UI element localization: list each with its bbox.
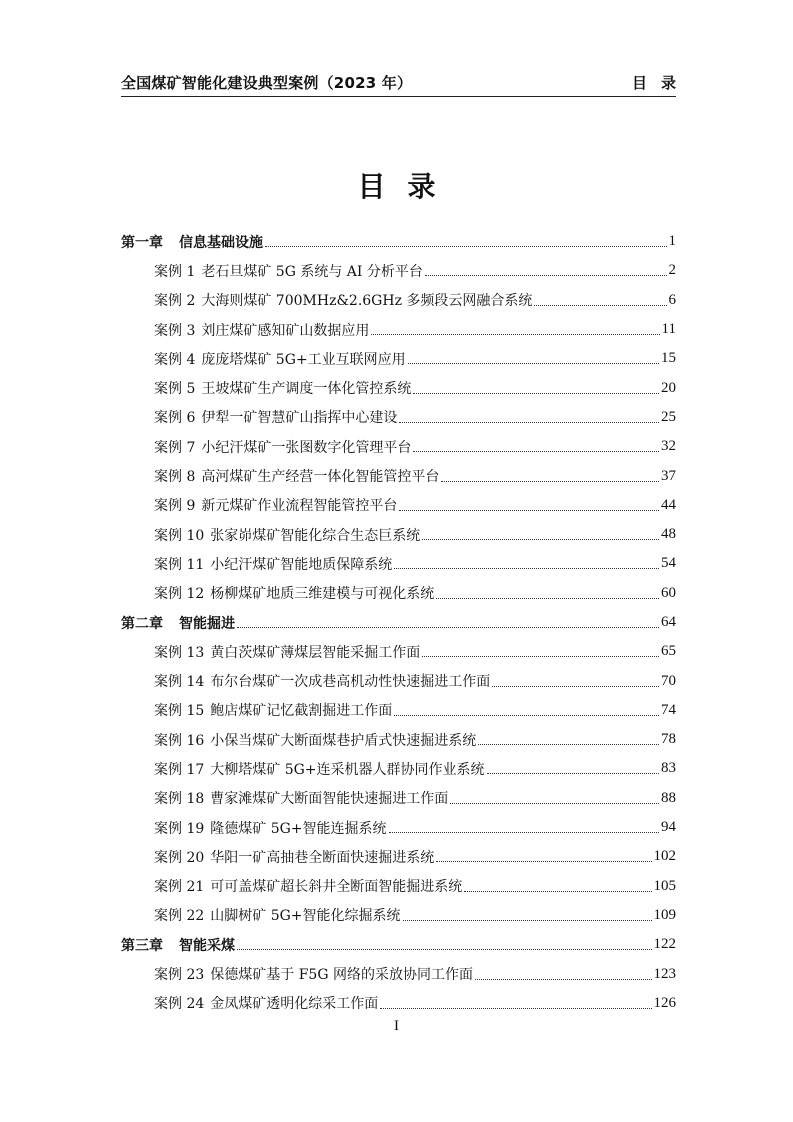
toc-entry-number: 案例 3 — [154, 322, 196, 339]
toc-entry-number: 案例 7 — [154, 439, 196, 456]
toc-chapter-entry[interactable] — [121, 608, 676, 637]
toc-page-number: 15 — [661, 350, 676, 367]
toc-entry-text: 可可盖煤矿超长斜井全断面智能掘进系统 — [210, 879, 463, 896]
toc-entry-title — [154, 993, 378, 1013]
toc-page-number: 122 — [653, 936, 676, 953]
dot-leader — [399, 510, 659, 511]
toc-entry-number: 案例 19 — [154, 820, 205, 837]
dot-leader — [237, 949, 652, 950]
toc-entry-number: 第三章 — [121, 937, 163, 954]
toc-page-number: 109 — [653, 906, 676, 923]
toc-case-entry[interactable] — [121, 666, 676, 695]
toc-entry-title — [154, 671, 490, 691]
dot-leader — [436, 598, 659, 599]
toc-entry-number: 案例 21 — [154, 879, 205, 896]
toc-page-number: 60 — [661, 584, 676, 601]
toc-entry-title — [154, 554, 392, 574]
toc-entry-number: 案例 24 — [154, 996, 205, 1013]
dot-leader — [394, 715, 659, 716]
toc-page-number: 6 — [668, 291, 676, 308]
toc-case-entry[interactable] — [121, 344, 676, 373]
toc-page-number: 11 — [661, 321, 676, 338]
toc-case-entry[interactable] — [121, 403, 676, 432]
dot-leader — [422, 656, 659, 657]
toc-page-number: 74 — [661, 701, 676, 718]
dot-leader — [237, 627, 659, 628]
toc-entry-number: 第一章 — [121, 234, 163, 251]
toc-entry-title — [154, 730, 476, 750]
toc-entry-text: 伊犁一矿智慧矿山指挥中心建设 — [201, 410, 398, 427]
toc-case-entry[interactable] — [121, 959, 676, 988]
toc-entry-title — [154, 290, 532, 310]
toc-case-entry[interactable] — [121, 315, 676, 344]
toc-case-entry[interactable] — [121, 579, 676, 608]
toc-entry-title — [154, 759, 485, 779]
toc-entry-text: 信息基础设施 — [179, 234, 263, 251]
page-number: I — [394, 1018, 399, 1034]
toc-entry-number: 第二章 — [121, 615, 163, 632]
toc-entry-text: 黄白茨煤矿薄煤层智能采掘工作面 — [210, 644, 421, 661]
toc-entry-number: 案例 8 — [154, 469, 196, 486]
dot-leader — [403, 920, 652, 921]
toc-case-entry[interactable] — [121, 373, 676, 402]
toc-page-number: 78 — [661, 731, 676, 748]
dot-leader — [487, 773, 659, 774]
dot-leader — [436, 861, 651, 862]
toc-entry-text: 王坡煤矿生产调度一体化管控系统 — [201, 381, 412, 398]
toc-entry-number: 案例 2 — [154, 293, 196, 310]
toc-entry-title — [121, 935, 235, 955]
toc-case-entry[interactable] — [121, 725, 676, 754]
toc-entry-number: 案例 13 — [154, 644, 205, 661]
toc-entry-title — [154, 847, 434, 867]
toc-entry-title — [154, 700, 392, 720]
dot-leader — [534, 305, 666, 306]
toc-page-number: 102 — [653, 848, 676, 865]
toc-entry-title — [154, 320, 369, 340]
toc-entry-text: 大柳塔煤矿 5G+连采机器人群协同作业系统 — [210, 761, 485, 778]
toc-entry-text: 张家峁煤矿智能化综合生态巨系统 — [210, 527, 421, 544]
toc-case-entry[interactable] — [121, 754, 676, 783]
toc-page-number: 88 — [661, 789, 676, 806]
dot-leader — [399, 422, 659, 423]
toc-entry-title — [154, 818, 387, 838]
toc-entry-title — [121, 613, 235, 633]
toc-entry-number: 案例 6 — [154, 410, 196, 427]
toc-case-entry[interactable] — [121, 989, 676, 1018]
toc-entry-title — [154, 261, 423, 281]
toc-entry-number: 案例 10 — [154, 527, 205, 544]
toc-page-number: 32 — [661, 438, 676, 455]
toc-page-number: 105 — [653, 877, 676, 894]
toc-entry-text: 金凤煤矿透明化综采工作面 — [210, 996, 379, 1013]
toc-entry-number: 案例 14 — [154, 674, 205, 691]
dot-leader — [422, 539, 659, 540]
running-header — [121, 70, 690, 97]
dot-leader — [450, 803, 659, 804]
toc-entry-title — [154, 437, 411, 457]
toc-page-number: 65 — [661, 643, 676, 660]
toc-page-number: 64 — [661, 614, 676, 630]
dot-leader — [413, 451, 659, 452]
toc-entry-text: 布尔台煤矿一次成巷高机动性快速掘进工作面 — [210, 674, 491, 691]
toc-case-entry[interactable] — [121, 549, 676, 578]
toc-entry-title — [154, 349, 406, 369]
toc-case-entry[interactable] — [121, 637, 676, 666]
toc-entry-text: 大海则煤矿 700MHz&2.6GHz 多频段云网融合系统 — [201, 293, 533, 310]
toc-entry-number: 案例 18 — [154, 791, 205, 808]
toc-entry-text: 小纪汗煤矿智能地质保障系统 — [210, 556, 393, 573]
toc-entry-title — [154, 378, 411, 398]
toc-page-number: 2 — [668, 262, 676, 279]
toc-entry-title — [154, 495, 397, 515]
toc-entry-text: 华阳一矿高抽巷全断面快速掘进系统 — [210, 849, 435, 866]
toc-case-entry[interactable] — [121, 813, 676, 842]
toc-case-entry[interactable] — [121, 461, 676, 490]
dot-leader — [380, 1008, 651, 1009]
toc-entry-text: 智能采煤 — [179, 937, 235, 954]
toc-page-number: 20 — [661, 379, 676, 396]
toc-entry-number: 案例 11 — [154, 556, 205, 573]
dot-leader — [425, 275, 667, 276]
toc-entry-number: 案例 5 — [154, 381, 196, 398]
toc-case-entry[interactable] — [121, 784, 676, 813]
toc-case-entry[interactable] — [121, 872, 676, 901]
dot-leader — [371, 334, 659, 335]
toc-case-entry[interactable] — [121, 696, 676, 725]
toc-case-entry[interactable] — [121, 432, 676, 461]
toc-chapter-entry[interactable] — [121, 227, 676, 256]
toc-entry-title — [154, 642, 420, 662]
toc-entry-title — [154, 466, 439, 486]
toc-entry-text: 曹家滩煤矿大断面智能快速掘进工作面 — [210, 791, 449, 808]
toc-entry-number: 案例 12 — [154, 586, 205, 603]
toc-entry-text: 刘庄煤矿感知矿山数据应用 — [201, 322, 370, 339]
dot-leader — [478, 744, 659, 745]
toc-case-entry[interactable] — [121, 286, 676, 315]
toc-entry-number: 案例 1 — [154, 263, 196, 280]
toc-page-number: 44 — [661, 496, 676, 513]
toc-entry-title — [154, 905, 401, 925]
dot-leader — [475, 979, 652, 980]
page-title: 目录 — [357, 170, 458, 203]
toc-entry-number: 案例 22 — [154, 908, 205, 925]
toc-page-number: 25 — [661, 408, 676, 425]
toc-entry-number: 案例 20 — [154, 849, 205, 866]
toc-entry-text: 隆德煤矿 5G+智能连掘系统 — [210, 820, 387, 837]
toc-entry-number: 案例 23 — [154, 967, 205, 984]
toc-entry-text: 小保当煤矿大断面煤巷护盾式快速掘进系统 — [210, 732, 477, 749]
toc-entry-text: 杨柳煤矿地质三维建模与可视化系统 — [210, 586, 435, 603]
toc-page-number: 1 — [668, 233, 676, 250]
toc-case-entry[interactable] — [121, 256, 676, 285]
toc-case-entry[interactable] — [121, 491, 676, 520]
header-book-title: 全国煤矿智能化建设典型案例（2023 年） — [121, 74, 413, 92]
toc-case-entry[interactable] — [121, 901, 676, 930]
toc-entry-number: 案例 4 — [154, 351, 196, 368]
toc-entry-text: 智能掘进 — [179, 615, 235, 632]
toc-entry-text: 保德煤矿基于 F5G 网络的采放协同工作面 — [210, 967, 473, 984]
toc-page-number: 70 — [661, 672, 676, 689]
toc-entry-number: 案例 17 — [154, 761, 205, 778]
toc-page-number: 123 — [653, 965, 676, 982]
dot-leader — [389, 832, 659, 833]
toc-entry-number: 案例 16 — [154, 732, 205, 749]
toc-entry-title — [154, 964, 473, 984]
table-of-contents — [121, 227, 676, 1018]
dot-leader — [441, 481, 659, 482]
toc-page-number: 126 — [653, 994, 676, 1011]
toc-case-entry[interactable] — [121, 520, 676, 549]
toc-entry-title — [154, 876, 462, 896]
toc-entry-number: 案例 9 — [154, 498, 196, 515]
toc-entry-text: 小纪汗煤矿一张图数字化管理平台 — [201, 439, 412, 456]
toc-entry-text: 高河煤矿生产经营一体化智能管控平台 — [201, 469, 440, 486]
dot-leader — [413, 393, 659, 394]
toc-entry-text: 鲍店煤矿记忆截割掘进工作面 — [210, 703, 393, 720]
toc-entry-text: 老石旦煤矿 5G 系统与 AI 分析平台 — [201, 263, 423, 280]
toc-entry-title — [154, 788, 448, 808]
header-section-title: 目录 — [631, 74, 690, 92]
toc-page-number: 83 — [661, 760, 676, 777]
dot-leader — [464, 891, 651, 892]
toc-entry-text: 庞庞塔煤矿 5G+工业互联网应用 — [201, 351, 406, 368]
toc-page-number: 94 — [661, 819, 676, 836]
toc-entry-text: 新元煤矿作业流程智能管控平台 — [201, 498, 398, 515]
dot-leader — [265, 246, 667, 247]
toc-page-number: 37 — [661, 467, 676, 484]
toc-entry-title — [154, 525, 420, 545]
dot-leader — [492, 686, 659, 687]
toc-entry-title — [154, 407, 397, 427]
toc-entry-number: 案例 15 — [154, 703, 205, 720]
toc-entry-text: 山脚树矿 5G+智能化综掘系统 — [210, 908, 401, 925]
toc-case-entry[interactable] — [121, 842, 676, 871]
toc-page-number: 48 — [661, 526, 676, 543]
toc-page-number: 54 — [661, 555, 676, 572]
toc-entry-title — [154, 583, 434, 603]
dot-leader — [394, 568, 659, 569]
toc-entry-title — [121, 232, 263, 252]
dot-leader — [408, 363, 659, 364]
toc-chapter-entry[interactable] — [121, 930, 676, 959]
